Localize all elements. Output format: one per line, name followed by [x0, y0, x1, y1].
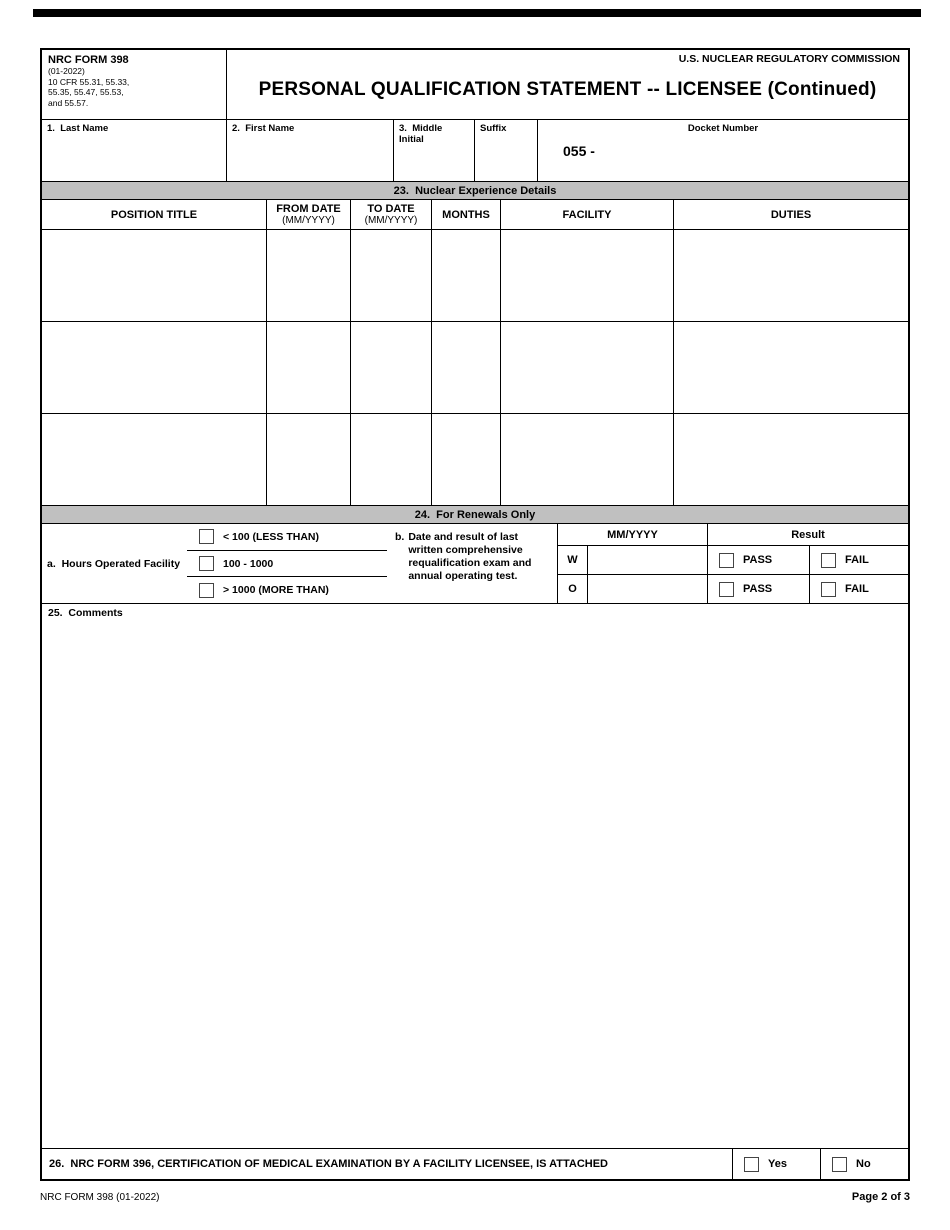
hours-option-lt-100 — [187, 524, 387, 551]
medical-yes-label: Yes — [768, 1158, 787, 1170]
to-date-input[interactable] — [351, 414, 432, 505]
exam-result-table-header — [558, 524, 908, 546]
operating-test-row-letter: O — [558, 575, 588, 603]
hours-option-gt-1000 — [187, 577, 387, 603]
form-date: (01-2022) — [48, 66, 85, 76]
form-id-block — [42, 50, 227, 119]
cfr-reference-line-3: and 55.57. — [48, 97, 89, 108]
column-header-months — [432, 200, 501, 229]
facility-input[interactable] — [501, 230, 674, 321]
to-date-label: TO DATE — [367, 202, 415, 215]
operating-test-fail-cell — [810, 575, 908, 603]
operating-fail-checkbox[interactable] — [821, 582, 836, 597]
hours-100-1000-checkbox[interactable] — [199, 556, 214, 571]
experience-row-2 — [42, 322, 908, 414]
operating-pass-checkbox[interactable] — [719, 582, 734, 597]
duties-input[interactable] — [674, 414, 908, 505]
medical-yes-cell — [732, 1149, 820, 1179]
hours-lt-100-checkbox[interactable] — [199, 529, 214, 544]
hours-100-1000-label: 100 - 1000 — [223, 557, 274, 570]
form-title-block — [227, 50, 908, 119]
facility-input[interactable] — [501, 322, 674, 413]
section-23-header: 23. Nuclear Experience Details — [42, 182, 908, 200]
requalification-exam-text: Date and result of last written comprehensive requalification exam and annual operating test. — [408, 531, 532, 582]
months-input[interactable] — [432, 322, 501, 413]
operating-test-date-input[interactable] — [588, 575, 708, 603]
mmyyyy-column-header: MM/YYYY — [558, 524, 708, 545]
section-24-header: 24. For Renewals Only — [42, 506, 908, 524]
duties-label: DUTIES — [770, 208, 812, 221]
to-date-format-label: (MM/YYYY) — [364, 214, 418, 226]
operating-test-row — [558, 575, 908, 603]
suffix-label: Suffix — [480, 123, 507, 134]
written-exam-date-input[interactable] — [588, 546, 708, 574]
column-header-position-title — [42, 200, 267, 229]
operating-test-pass-cell — [708, 575, 810, 603]
position-title-input[interactable] — [42, 322, 267, 413]
written-exam-fail-cell — [810, 546, 908, 574]
duties-input[interactable] — [674, 230, 908, 321]
medical-certification-label: 26. NRC FORM 396, CERTIFICATION OF MEDICAL EXAMINATION BY A FACILITY LICENSEE, IS ATTACHED — [49, 1158, 609, 1170]
hours-lt-100-label: < 100 (LESS THAN) — [223, 530, 319, 543]
months-input[interactable] — [432, 230, 501, 321]
cfr-reference-line-2: 55.35, 55.47, 55.53, — [48, 87, 124, 97]
column-header-to-date — [351, 200, 432, 229]
last-name-label: 1. Last Name — [47, 123, 109, 134]
column-header-from-date — [267, 200, 351, 229]
experience-row-3 — [42, 414, 908, 506]
hours-operated-options — [187, 524, 387, 603]
written-exam-row — [558, 546, 908, 575]
result-column-header: Result — [791, 528, 825, 541]
suffix-field[interactable] — [475, 120, 538, 181]
hours-gt-1000-label: > 1000 (MORE THAN) — [223, 584, 329, 597]
first-name-label: 2. First Name — [232, 123, 295, 134]
facility-input[interactable] — [501, 414, 674, 505]
footer-page-number: Page 2 of 3 — [851, 1191, 910, 1203]
from-date-input[interactable] — [267, 230, 351, 321]
medical-no-label: No — [856, 1158, 871, 1170]
renewals-section — [42, 524, 908, 604]
from-date-input[interactable] — [267, 322, 351, 413]
hours-gt-1000-checkbox[interactable] — [199, 583, 214, 598]
hours-option-100-1000 — [187, 551, 387, 578]
first-name-field[interactable] — [227, 120, 394, 181]
position-title-input[interactable] — [42, 230, 267, 321]
comments-input[interactable] — [42, 604, 908, 1149]
written-pass-checkbox[interactable] — [719, 553, 734, 568]
written-fail-label: FAIL — [845, 554, 869, 566]
from-date-input[interactable] — [267, 414, 351, 505]
nrc-form-398 — [40, 48, 910, 1181]
requalification-exam-prefix: b. — [395, 531, 405, 543]
requalification-exam-label — [387, 524, 557, 603]
duties-input[interactable] — [674, 322, 908, 413]
cfr-reference-line-1: 10 CFR 55.31, 55.33, — [48, 76, 130, 87]
docket-number-field[interactable] — [538, 120, 908, 181]
docket-number-prefix: 055 - — [563, 143, 595, 159]
hours-operated-facility-label: a. Hours Operated Facility — [47, 557, 181, 570]
facility-label: FACILITY — [562, 208, 612, 221]
medical-yes-checkbox[interactable] — [744, 1157, 759, 1172]
top-black-bar — [33, 9, 921, 17]
comments-label: 25. Comments — [48, 607, 123, 619]
page-title: PERSONAL QUALIFICATION STATEMENT -- LICENSEE (Continued) — [258, 79, 877, 100]
written-exam-pass-cell — [708, 546, 810, 574]
middle-initial-field[interactable] — [394, 120, 475, 181]
footer-form-id: NRC FORM 398 (01-2022) — [40, 1192, 160, 1203]
from-date-label: FROM DATE — [276, 202, 341, 215]
column-header-duties — [674, 200, 908, 229]
last-name-field[interactable] — [42, 120, 227, 181]
form-number: NRC FORM 398 — [48, 54, 129, 66]
exam-result-table — [557, 524, 908, 603]
written-exam-row-letter: W — [558, 546, 588, 574]
agency-name: U.S. NUCLEAR REGULATORY COMMISSION — [678, 53, 900, 65]
to-date-input[interactable] — [351, 322, 432, 413]
page-footer — [40, 1191, 910, 1203]
operating-fail-label: FAIL — [845, 583, 869, 595]
column-header-facility — [501, 200, 674, 229]
experience-row-1 — [42, 230, 908, 322]
written-pass-label: PASS — [743, 554, 773, 566]
operating-pass-label: PASS — [743, 583, 773, 595]
from-date-format-label: (MM/YYYY) — [282, 214, 335, 226]
middle-initial-label: 3. Middle Initial — [399, 123, 445, 145]
form-header — [42, 50, 908, 120]
position-title-label: POSITION TITLE — [110, 208, 198, 221]
written-fail-checkbox[interactable] — [821, 553, 836, 568]
months-input[interactable] — [432, 414, 501, 505]
docket-number-label: Docket Number — [687, 123, 759, 134]
medical-no-checkbox[interactable] — [832, 1157, 847, 1172]
experience-table-header — [42, 200, 908, 230]
identity-row — [42, 120, 908, 182]
medical-no-cell — [820, 1149, 908, 1179]
medical-certification-row — [42, 1149, 908, 1179]
position-title-input[interactable] — [42, 414, 267, 505]
months-label: MONTHS — [442, 208, 490, 221]
to-date-input[interactable] — [351, 230, 432, 321]
